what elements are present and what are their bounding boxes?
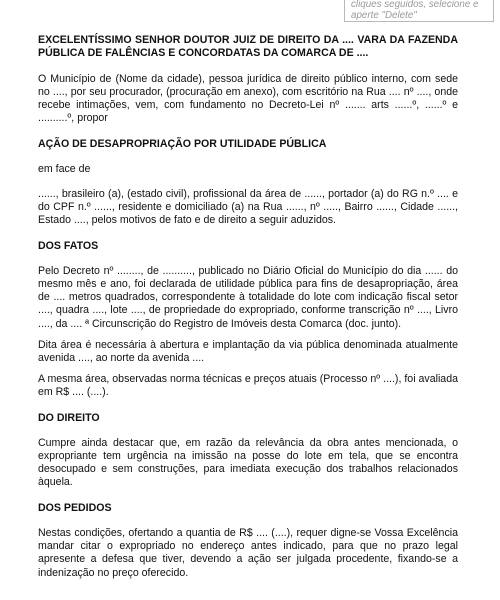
facts-paragraph-1: Pelo Decreto nº ........, de .........., publicado no Diário Oficial do Município do dia ...... do mesmo mês e ano, foi declarada de utilidade pública para fins de desapropriação, área de .... metros quadrados, correspondente à totalidade do lote com indicação fiscal setor ...., quadra ...., lote ...., de propriedade do expropriado, conforme transcrição nº ...., Livro ...., da .... ª Circunscrição do Registro de Imóveis desta Comarca (doc. junto).: [38, 264, 458, 330]
against-line: em face de: [38, 162, 91, 175]
requests-section-title: DOS PEDIDOS: [38, 501, 112, 514]
intro-paragraph: O Município de (Nome da cidade), pessoa jurídica de direito público interno, com sede no ...., por seu procurador, (procuração em anexo), com escritório na Rua .... nº ...., onde recebe intimações, vem, com fundamento no Decreto-Lei nº ....... arts ......º, ......º e ..........º, propor: [38, 72, 458, 125]
law-section-title: DO DIREITO: [38, 411, 100, 424]
action-title: AÇÃO DE DESAPROPRIAÇÃO POR UTILIDADE PÚBLICA: [38, 137, 327, 150]
facts-paragraph-3: A mesma área, observadas norma técnicas e preços atuais (Processo nº ....), foi avaliada em R$ .... (....).: [38, 373, 458, 399]
instruction-tooltip: [344, 0, 494, 22]
facts-section-title: DOS FATOS: [38, 239, 99, 252]
tooltip-text: cliques seguidos, selecione e aperte "Delete": [351, 0, 479, 21]
document-header: EXCELENTÍSSIMO SENHOR DOUTOR JUIZ DE DIREITO DA .... VARA DA FAZENDA PÚBLICA DE FALÊNCIAS E CONCORDATAS DA COMARCA DE ....: [38, 34, 458, 60]
facts-paragraph-2: Dita área é necessária à abertura e implantação da via pública denominada atualmente avenida ...., ao norte da avenida ....: [38, 338, 458, 365]
defendant-paragraph: ......, brasileiro (a), (estado civil), profissional da área de ......, portador (a) do RG n.º .... e do CPF n.º ......, residente e domiciliado (a) na Rua ......, nº ....., Bairro ......, Cidade ......, Estado ...., pelos motivos de fato e de direito a seguir aduzidos.: [38, 188, 458, 227]
law-paragraph: Cumpre ainda destacar que, em razão da relevância da obra antes mencionada, o expropriante tem urgência na imissão na posse do lote em tela, que se encontra desocupado e sem construções, para imediata execução dos trabalhos relacionados àquela.: [38, 436, 458, 489]
legal-document: [38, 34, 458, 580]
requests-paragraph: Nestas condições, ofertando a quantia de R$ .... (....), requer digne-se Vossa Excelência mandar citar o expropriado no endereço antes indicado, para que no prazo legal apresente a defesa que tiver, devendo a ação ser julgada procedente, fixando-se a indenização no preço oferecido.: [38, 526, 458, 579]
